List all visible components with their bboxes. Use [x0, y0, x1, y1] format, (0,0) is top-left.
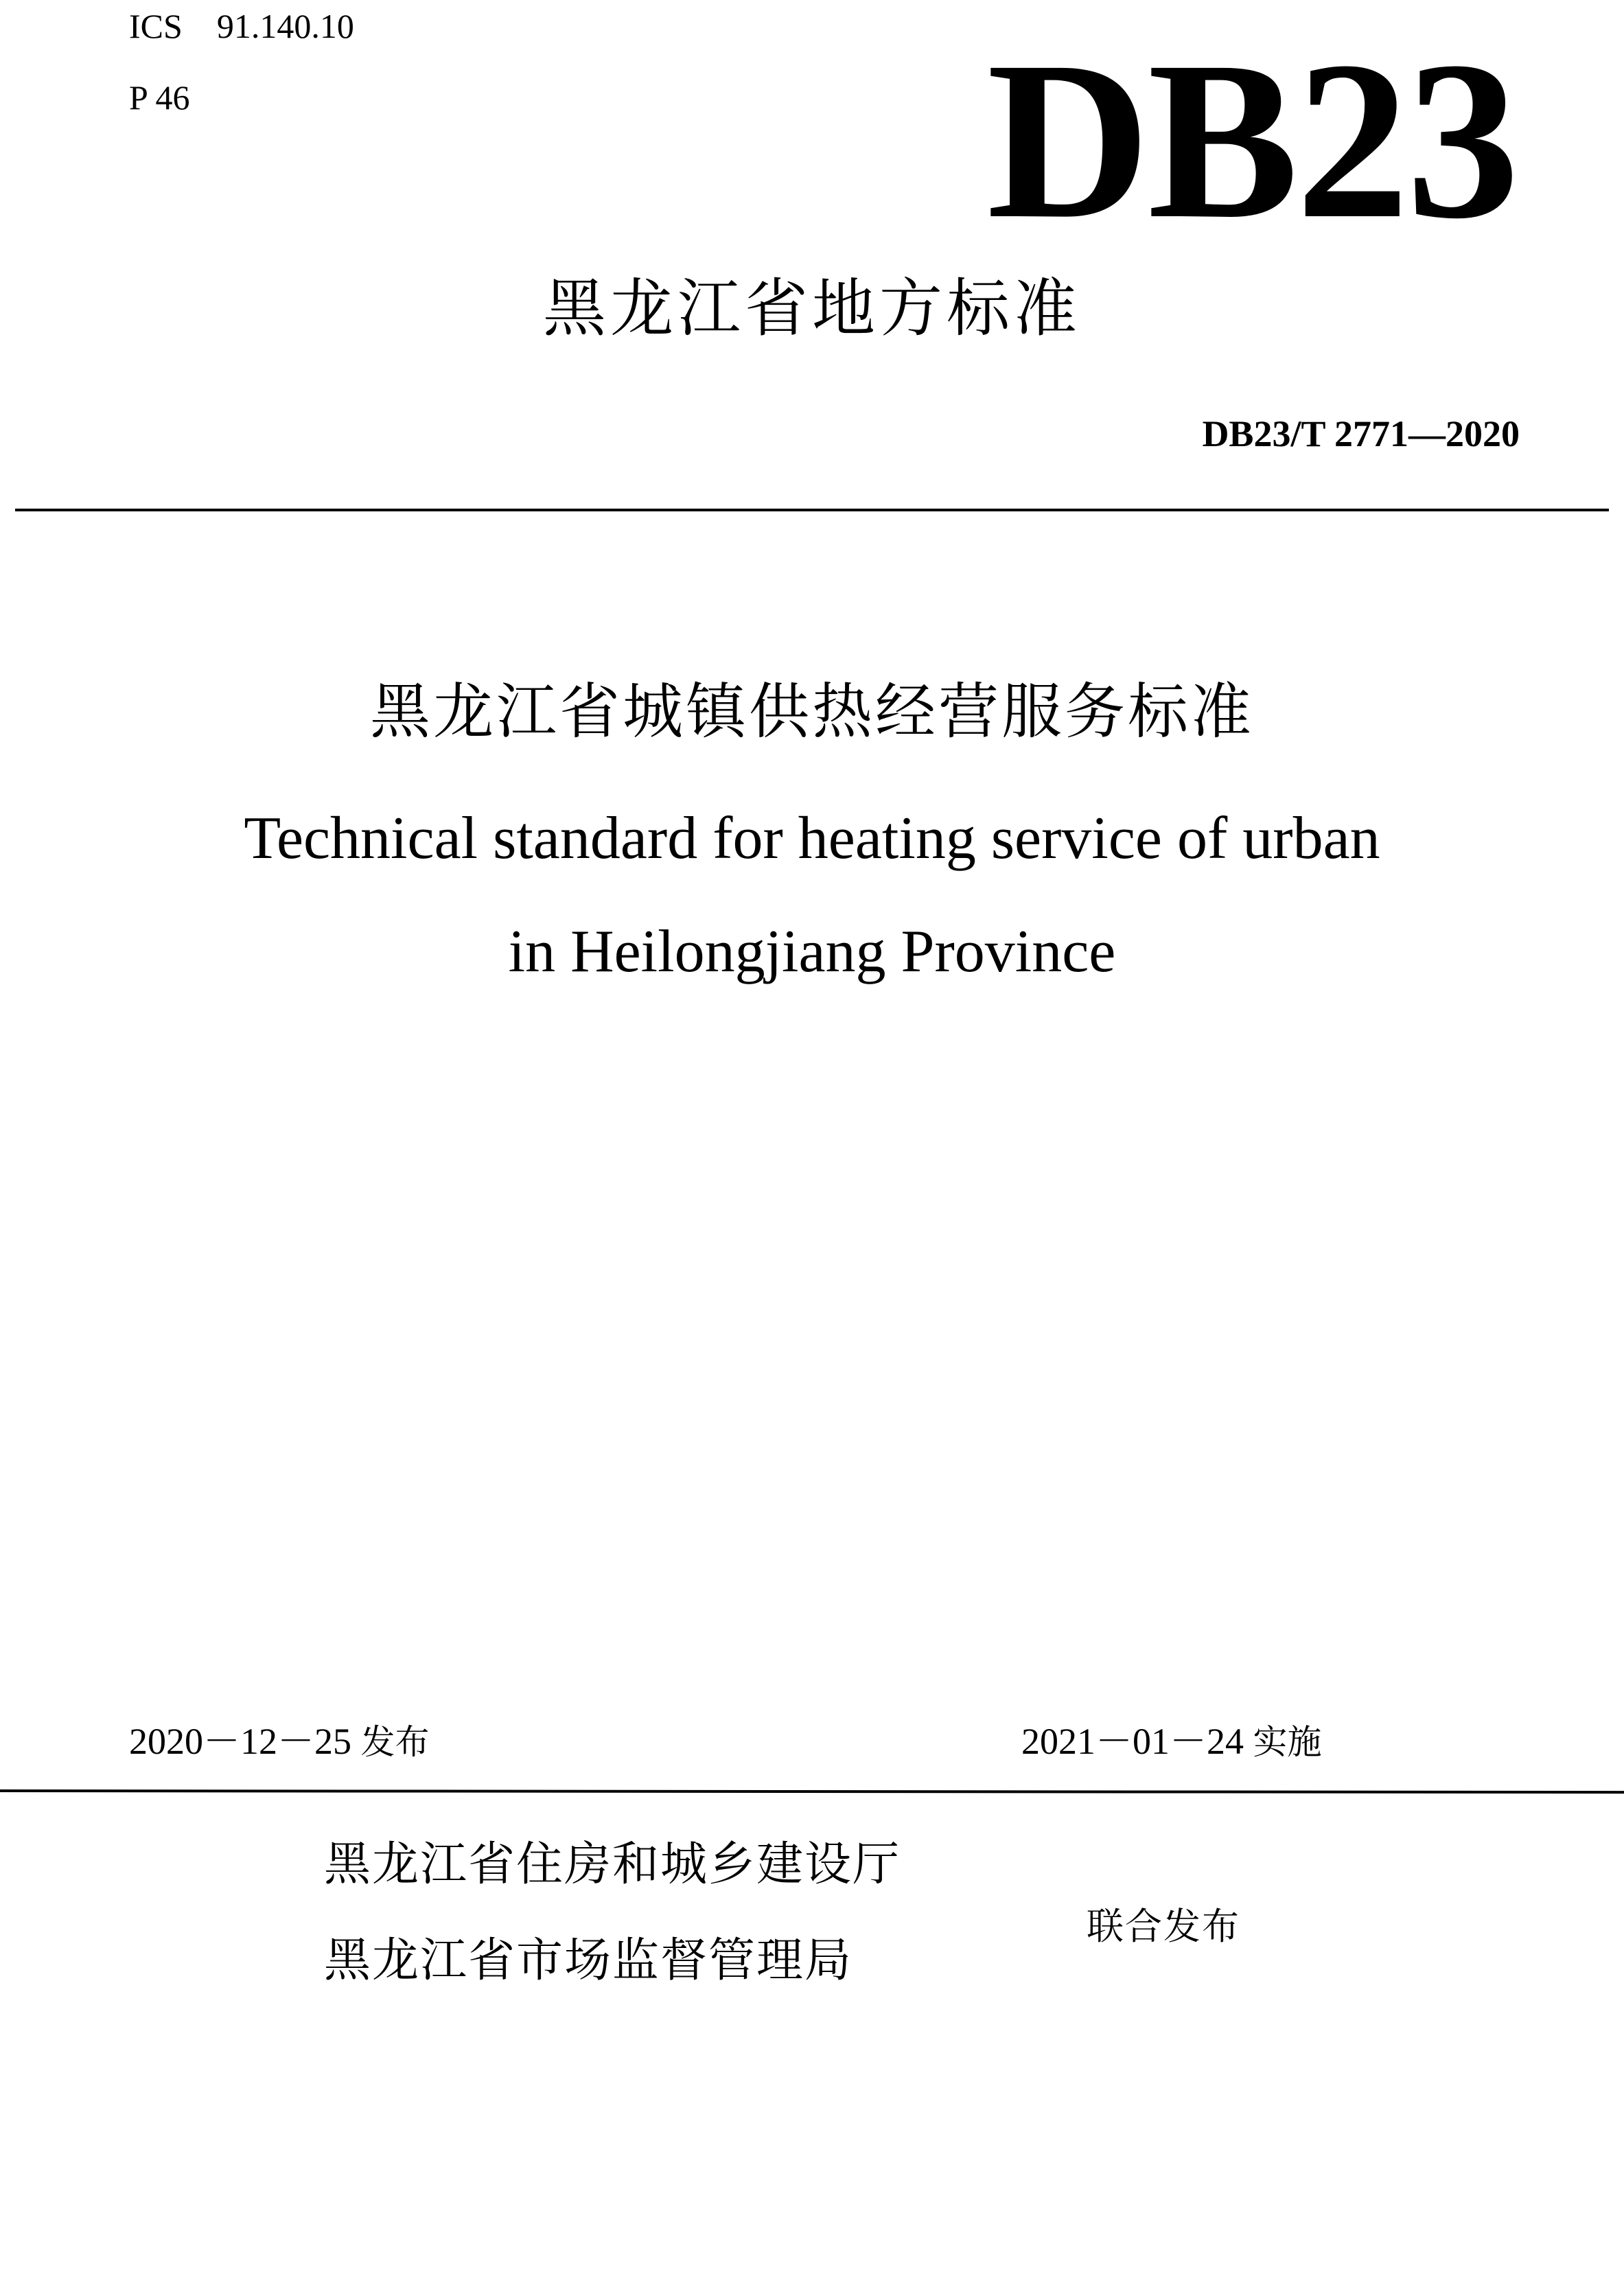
ics-code [129, 5, 354, 47]
bottom-divider [0, 1789, 1624, 1794]
implementation-date-label: 实施 [1253, 1722, 1322, 1762]
title-chinese: 黑龙江省城镇供热经营服务标准 [369, 676, 1254, 747]
issue-date-value: 2020－12－25 [129, 1721, 351, 1762]
ccs-code: P 46 [129, 78, 190, 117]
publisher-second: 黑龙江省市场监督管理局 [324, 1934, 853, 1988]
joint-issue-label: 联合发布 [1087, 1905, 1240, 1948]
issue-date [129, 1719, 430, 1764]
implementation-date-value: 2021－01－24 [1021, 1721, 1244, 1762]
issue-date-label: 发布 [360, 1722, 430, 1762]
standard-number: DB23/T 2771—2020 [1202, 413, 1520, 454]
ics-label: ICS [129, 7, 183, 45]
ics-number: 91.140.10 [216, 7, 354, 45]
publisher-first: 黑龙江省住房和城乡建设厅 [324, 1837, 901, 1892]
db-code-mark: DB23 [986, 15, 1517, 266]
title-english-line-2: in Heilongjiang Province [508, 918, 1116, 985]
title-english-line-1: Technical standard for heating service of urban [244, 805, 1380, 872]
implementation-date [1021, 1719, 1322, 1764]
standard-type: 黑龙江省地方标准 [542, 272, 1081, 345]
top-divider [15, 509, 1609, 511]
